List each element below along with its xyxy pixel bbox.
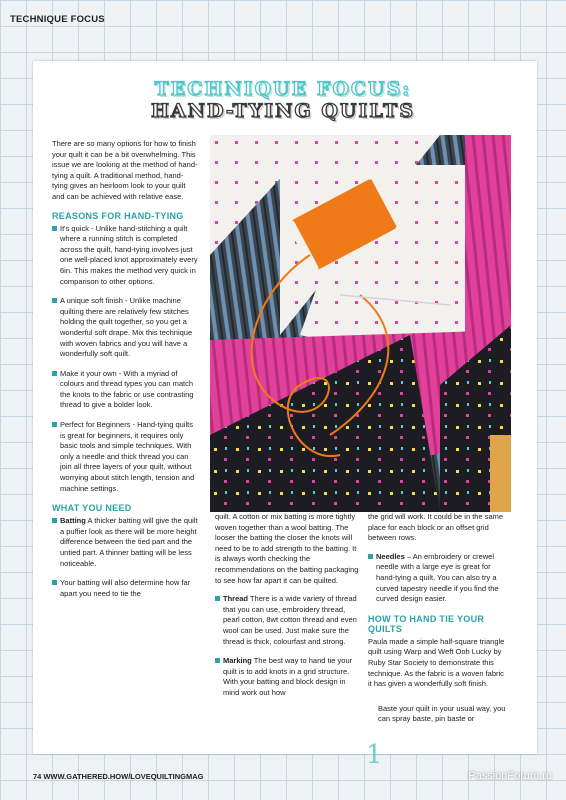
list-item (215, 656, 361, 698)
column-2 (215, 512, 361, 708)
list-item (368, 552, 508, 605)
batting-text-2: Your batting will also determine how far apart you need to tie the (60, 578, 191, 598)
intro-paragraph: There are so many options for how to finish your quilt it can be a bit overwhelming. This issue we are looking at the method of hand-tying a quilt. A traditional method, hand-tying gives an heirloom look to your quilt and can be achieved with relative ease. (52, 139, 198, 201)
reason-text: A unique soft finish - Unlike machine quilting there are relatively few stitches holding the quilt together, so you get a wonderful soft drape. Mix this technique with woven fabrics and you will have a wonderfully soft quilt. (60, 296, 193, 359)
reason-text: Perfect for Beginners - Hand-tying quilts is great for beginners, it requires only basic tools and simple techniques. With only a needle and thick thread you can join all three layers of your quilt, without worrying about stitch length, tension and machine settings. (60, 420, 195, 493)
list-item (52, 296, 198, 360)
page-number: 74 (33, 772, 42, 781)
section-label: TECHNIQUE FOCUS (10, 14, 105, 25)
howto-paragraph: Paula made a simple half-square triangle quilt using Warp and Weft Ooh Lucky by Ruby Star Society to demonstrate this technique. As the fabric is a woven fabric it has given a wonderfully soft finish. (368, 636, 505, 689)
bullet-icon (52, 226, 57, 231)
article-title (0, 78, 566, 122)
bullet-icon (215, 596, 220, 601)
needles-text: – An embroidery or crewel needle with a large eye is great for hand-tying a quilt. You can also try a curved tapestry needle if you find the curved design easier. (376, 551, 499, 604)
step-number: 1 (366, 740, 383, 770)
bullet-icon (52, 518, 57, 523)
thread-text: There is a wide variety of thread that you can use, embroidery thread, pearl cotton, 8wt cotton thread and even wool can be used. Just make sure the thread is thick, colourfast and strong. (223, 594, 357, 646)
quilt-illustration (210, 135, 511, 512)
list-item (52, 369, 198, 411)
batting-text: A thicker batting will give the quilt a puffier look as there will be more height difference between the tied part and the untied part. A thinner batting will be less noticeable. (60, 516, 198, 568)
reason-text: It's quick - Unlike hand-stitching a quilt where a running stitch is completed across the quilt, hand-tying involves just one well-placed knot approximately every 6in. This makes the method very quick in comparison to other options. (60, 223, 198, 286)
list-item (52, 420, 198, 494)
column-3 (368, 512, 508, 725)
watermark: PassionForum.ru (468, 770, 552, 782)
bullet-icon (52, 580, 57, 585)
column-1 (52, 139, 198, 608)
marking-lead: Marking (223, 656, 252, 666)
bullet-icon (52, 298, 57, 303)
marking-text: The best way to hand tie your quilt is to add knots in a grid structure. With your batting and block design in mind work out how (223, 656, 353, 697)
marking-continued: the grid will work. It could be in the same place for each block or an offset grid between rows. (368, 512, 504, 543)
need-heading: WHAT YOU NEED (52, 503, 132, 514)
list-item (52, 224, 198, 288)
quilt-photo (210, 135, 511, 512)
batting-lead: Batting (60, 516, 86, 526)
howto-heading: HOW TO HAND TIE YOUR QUILTS (368, 613, 485, 634)
list-item (215, 594, 361, 647)
batting-continued: quilt. A cotton or mix batting is more tightly woven together than a wool batting. The looser the batting the closer the knots will need to be to add strength to the batting. It is always worth checking the recommendations on the batting packaging to see how far apart it can be quilted. (215, 512, 359, 585)
footer-url[interactable]: WWW.GATHERED.HOW/LOVEQUILTINGMAG (43, 772, 204, 781)
title-line-2: HAND-TYING QUILTS (150, 100, 416, 122)
footer (33, 772, 203, 781)
title-line-1: TECHNIQUE FOCUS: (154, 78, 412, 100)
reason-text: Make it your own - With a myriad of colours and thread types you can match the knots to the fabric or use contrasting thread to give a bolder look. (60, 368, 194, 410)
thread-lead: Thread (223, 594, 249, 604)
step-1 (368, 704, 508, 725)
bullet-icon (52, 422, 57, 427)
reasons-heading: REASONS FOR HAND-TYING (52, 210, 184, 221)
step-1-text: Baste your quilt in your usual way, you can spray baste, pin baste or (378, 703, 506, 724)
bullet-icon (215, 658, 220, 663)
needles-lead: Needles (376, 551, 405, 561)
bullet-icon (368, 554, 373, 559)
list-item (52, 578, 198, 599)
bullet-icon (52, 371, 57, 376)
list-item (52, 516, 198, 569)
